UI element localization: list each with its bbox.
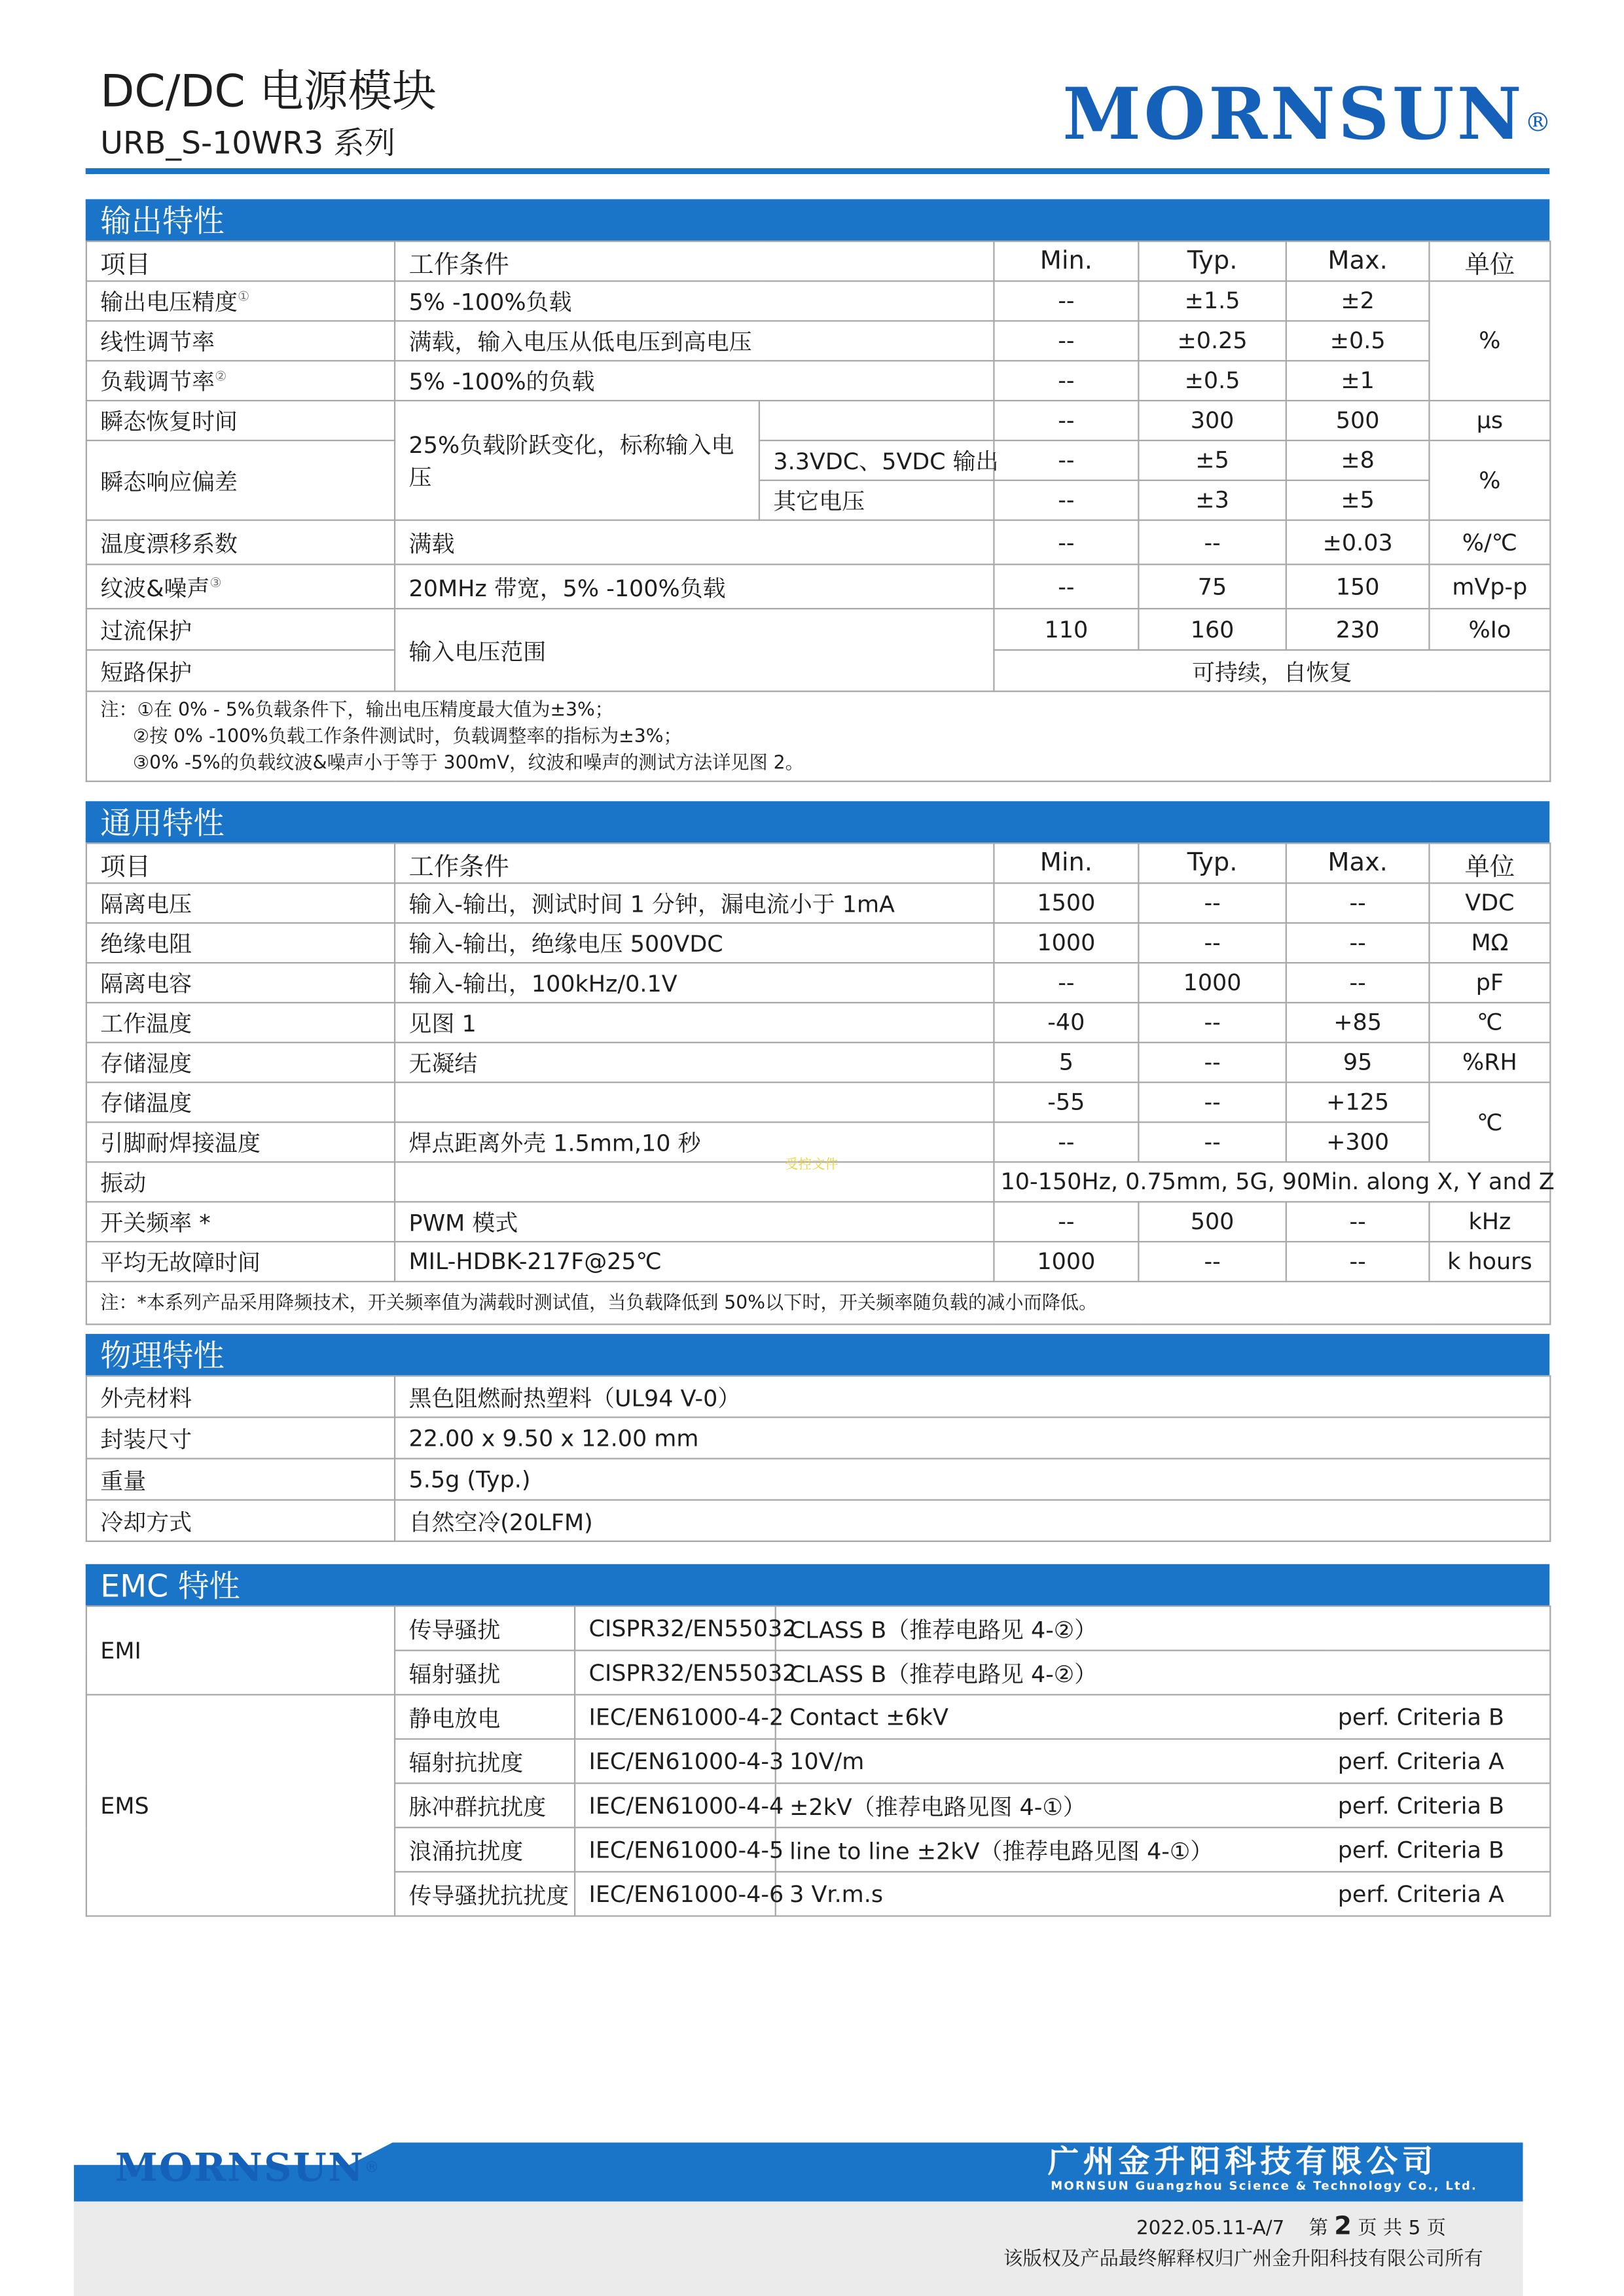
row-condition: 输入-输出，100kHz/0.1V xyxy=(395,963,994,1003)
col-max-header: Max. xyxy=(1286,242,1430,281)
table-row xyxy=(86,361,1550,401)
notes-cell xyxy=(86,691,1550,781)
table-row xyxy=(86,1606,1550,1651)
row-value: 10-150Hz, 0.75mm, 5G, 90Min. along X, Y and Z xyxy=(994,1162,1550,1202)
row-min: 110 xyxy=(994,609,1138,650)
row-standard: CISPR32/EN55032 xyxy=(575,1606,776,1651)
footnote-ref: ② xyxy=(215,370,227,386)
row-min: -- xyxy=(994,281,1138,321)
row-unit: % xyxy=(1429,281,1550,401)
row-item: 传导骚扰抗扰度 xyxy=(395,1872,575,1916)
row-typ: -- xyxy=(1138,520,1286,565)
ems-label: EMS xyxy=(86,1695,395,1916)
row-item: 静电放电 xyxy=(395,1695,575,1739)
row-item: 绝缘电阻 xyxy=(86,923,395,963)
row-typ: 300 xyxy=(1138,401,1286,440)
row-standard: IEC/EN61000-4-5 xyxy=(575,1827,776,1872)
row-typ: -- xyxy=(1138,1242,1286,1282)
col-min-header: Min. xyxy=(994,242,1138,281)
row-condition: MIL-HDBK-217F@25℃ xyxy=(395,1242,994,1282)
row-value: 5.5g (Typ.) xyxy=(395,1459,1550,1500)
note-line: ③0% -5%的负载纹波&噪声小于等于 300mV，纹波和噪声的测试方法详见图 2。 xyxy=(132,751,804,774)
table-row xyxy=(86,1003,1550,1043)
row-level: line to line ±2kV（推荐电路见图 4-①） xyxy=(776,1827,1325,1872)
row-subcondition: 其它电压 xyxy=(759,480,994,520)
table-row xyxy=(86,520,1550,565)
row-item: 引脚耐焊接温度 xyxy=(86,1122,395,1162)
brand-logo-text: MORNSUN xyxy=(1062,73,1525,156)
note-line: 注：①在 0% - 5%负载条件下，输出电压精度最大值为±3%； xyxy=(100,698,613,721)
row-condition: 满载，输入电压从低电压到高电压 xyxy=(395,321,994,361)
row-item: 传导骚扰 xyxy=(395,1606,575,1651)
row-item: 线性调节率 xyxy=(86,321,395,361)
general-characteristics-section xyxy=(86,801,1555,1325)
row-min: -- xyxy=(994,1122,1138,1162)
row-max: +300 xyxy=(1286,1122,1430,1162)
row-unit: MΩ xyxy=(1429,923,1550,963)
row-unit: %/℃ xyxy=(1429,520,1550,565)
table-row xyxy=(86,1500,1550,1541)
row-level: CLASS B（推荐电路见 4-②） xyxy=(776,1651,1551,1695)
row-subcondition: 3.3VDC、5VDC 输出 xyxy=(759,440,994,480)
row-min: -- xyxy=(994,963,1138,1003)
row-item: 开关频率 * xyxy=(86,1202,395,1242)
section-title-physical: 物理特性 xyxy=(86,1334,1549,1375)
col-condition-header: 工作条件 xyxy=(395,843,994,883)
col-min-header: Min. xyxy=(994,843,1138,883)
row-max: ±0.03 xyxy=(1286,520,1430,565)
row-typ: -- xyxy=(1138,1043,1286,1083)
row-item: 浪涌抗扰度 xyxy=(395,1827,575,1872)
row-unit: ℃ xyxy=(1429,1083,1550,1162)
row-typ: 500 xyxy=(1138,1202,1286,1242)
row-unit: μs xyxy=(1429,401,1550,440)
revision-and-page xyxy=(1136,2214,1446,2243)
row-typ: 75 xyxy=(1138,564,1286,609)
table-row xyxy=(86,1202,1550,1242)
row-item: 平均无故障时间 xyxy=(86,1242,395,1282)
row-item: 纹波&噪声③ xyxy=(86,564,395,609)
row-item: 冷却方式 xyxy=(86,1500,395,1541)
row-typ: 1000 xyxy=(1138,963,1286,1003)
table-header-row xyxy=(86,843,1550,883)
row-condition: 25%负载阶跃变化，标称输入电压 xyxy=(395,401,759,520)
table-row xyxy=(86,440,1550,480)
col-unit-header: 单位 xyxy=(1429,242,1550,281)
row-max: 150 xyxy=(1286,564,1430,609)
row-item: 隔离电压 xyxy=(86,883,395,923)
row-standard: IEC/EN61000-4-4 xyxy=(575,1784,776,1828)
row-item: 封装尺寸 xyxy=(86,1417,395,1458)
company-name-cn: 广州金升阳科技有限公司 xyxy=(1047,2144,1437,2179)
table-row xyxy=(86,281,1550,321)
row-level: ±2kV（推荐电路见图 4-①） xyxy=(776,1784,1325,1828)
row-max: ±1 xyxy=(1286,361,1430,401)
row-condition xyxy=(395,1083,994,1122)
notes-row xyxy=(86,691,1550,781)
col-typ-header: Typ. xyxy=(1138,843,1286,883)
row-value: 22.00 x 9.50 x 12.00 mm xyxy=(395,1417,1550,1458)
row-condition xyxy=(395,1162,994,1202)
row-min: -- xyxy=(994,361,1138,401)
row-unit: ℃ xyxy=(1429,1003,1550,1043)
row-condition: 20MHz 带宽，5% -100%负载 xyxy=(395,564,994,609)
table-row xyxy=(86,321,1550,361)
row-item: 工作温度 xyxy=(86,1003,395,1043)
footnote-ref: ① xyxy=(238,290,250,306)
row-item: 重量 xyxy=(86,1459,395,1500)
col-item-header: 项目 xyxy=(86,242,395,281)
row-item: 瞬态响应偏差 xyxy=(86,440,395,520)
footnote-ref: ③ xyxy=(209,576,222,591)
registered-mark: ® xyxy=(1525,107,1551,139)
row-item: 辐射抗扰度 xyxy=(395,1739,575,1784)
row-condition: 满载 xyxy=(395,520,994,565)
row-typ: -- xyxy=(1138,1003,1286,1043)
note-line: ②按 0% -100%负载工作条件测试时，负载调整率的指标为±3%； xyxy=(132,724,682,747)
row-subcondition xyxy=(759,401,994,440)
row-condition: 焊点距离外壳 1.5mm,10 秒 xyxy=(395,1122,994,1162)
row-condition: PWM 模式 xyxy=(395,1202,994,1242)
table-header-row xyxy=(86,242,1550,281)
row-item: 脉冲群抗扰度 xyxy=(395,1784,575,1828)
page-suffix: 页 xyxy=(1426,2217,1446,2240)
col-typ-header: Typ. xyxy=(1138,242,1286,281)
output-characteristics-section xyxy=(86,199,1549,782)
col-item-header: 项目 xyxy=(86,843,395,883)
row-max: 95 xyxy=(1286,1043,1430,1083)
row-criteria: perf. Criteria A xyxy=(1324,1872,1550,1916)
physical-characteristics-table xyxy=(86,1375,1551,1542)
row-level: CLASS B（推荐电路见 4-②） xyxy=(776,1606,1551,1651)
row-typ: 160 xyxy=(1138,609,1286,650)
row-criteria: perf. Criteria B xyxy=(1324,1827,1550,1872)
row-unit: %RH xyxy=(1429,1043,1550,1083)
revision-date: 2022.05.11-A/7 xyxy=(1136,2217,1285,2240)
row-item: 负载调节率② xyxy=(86,361,395,401)
row-min: -- xyxy=(994,440,1138,480)
row-item: 存储温度 xyxy=(86,1083,395,1122)
row-criteria: perf. Criteria A xyxy=(1324,1739,1550,1784)
note-line: 注：*本系列产品采用降频技术，开关频率值为满载时测试值，当负载降低到 50%以下时，开关频率随负载的减小而降低。 xyxy=(86,1282,1550,1324)
row-min: -- xyxy=(994,321,1138,361)
row-level: Contact ±6kV xyxy=(776,1695,1325,1739)
registered-mark: ® xyxy=(364,2160,380,2177)
row-item: 短路保护 xyxy=(86,650,395,691)
row-max: 230 xyxy=(1286,609,1430,650)
row-max: -- xyxy=(1286,1202,1430,1242)
row-item: 辐射骚扰 xyxy=(395,1651,575,1695)
row-value: 自然空冷(20LFM) xyxy=(395,1500,1550,1541)
row-value: 黑色阻燃耐热塑料（UL94 V-0） xyxy=(395,1376,1550,1417)
row-max: ±8 xyxy=(1286,440,1430,480)
row-unit: % xyxy=(1429,440,1550,520)
row-max: ±2 xyxy=(1286,281,1430,321)
table-row xyxy=(86,1242,1550,1282)
row-max: +85 xyxy=(1286,1003,1430,1043)
emc-characteristics-table xyxy=(86,1605,1551,1917)
row-item: 瞬态恢复时间 xyxy=(86,401,395,440)
table-row xyxy=(86,1083,1550,1122)
row-condition: 无凝结 xyxy=(395,1043,994,1083)
row-item: 输出电压精度① xyxy=(86,281,395,321)
company-name-en: MORNSUN Guangzhou Science & Technology Co., Ltd. xyxy=(1051,2179,1478,2193)
row-typ: ±0.5 xyxy=(1138,361,1286,401)
table-row xyxy=(86,1376,1550,1417)
table-row xyxy=(86,883,1550,923)
row-min: -- xyxy=(994,480,1138,520)
row-max: -- xyxy=(1286,923,1430,963)
col-condition-header: 工作条件 xyxy=(395,242,994,281)
row-item: 隔离电容 xyxy=(86,963,395,1003)
output-characteristics-table xyxy=(86,240,1551,781)
row-min: 1000 xyxy=(994,1242,1138,1282)
page-total: 5 xyxy=(1408,2217,1421,2240)
row-standard: IEC/EN61000-4-2 xyxy=(575,1695,776,1739)
page-prefix: 第 xyxy=(1308,2217,1328,2240)
section-title-output: 输出特性 xyxy=(86,199,1549,240)
row-max: ±0.5 xyxy=(1286,321,1430,361)
row-min: -- xyxy=(994,520,1138,565)
row-level: 3 Vr.m.s xyxy=(776,1872,1325,1916)
header-rule xyxy=(86,168,1549,174)
row-min: -- xyxy=(994,401,1138,440)
row-min: 5 xyxy=(994,1043,1138,1083)
row-max: -- xyxy=(1286,1242,1430,1282)
footer-logo xyxy=(115,2144,380,2195)
table-row xyxy=(86,1043,1550,1083)
row-unit: pF xyxy=(1429,963,1550,1003)
row-condition: 见图 1 xyxy=(395,1003,994,1043)
row-typ: -- xyxy=(1138,1122,1286,1162)
row-typ: -- xyxy=(1138,1083,1286,1122)
row-standard: CISPR32/EN55032 xyxy=(575,1651,776,1695)
row-unit: mVp-p xyxy=(1429,564,1550,609)
section-title-emc: EMC 特性 xyxy=(86,1564,1549,1605)
row-min: 1500 xyxy=(994,883,1138,923)
row-item: 存储湿度 xyxy=(86,1043,395,1083)
row-condition: 5% -100%的负载 xyxy=(395,361,994,401)
document-title: DC/DC 电源模块 xyxy=(100,66,437,118)
copyright-notice: 该版权及产品最终解释权归广州金升阳科技有限公司所有 xyxy=(1003,2248,1483,2271)
col-unit-header: 单位 xyxy=(1429,843,1550,883)
row-max: 500 xyxy=(1286,401,1430,440)
row-typ: ±5 xyxy=(1138,440,1286,480)
row-typ: ±1.5 xyxy=(1138,281,1286,321)
table-row xyxy=(86,963,1550,1003)
row-criteria: perf. Criteria B xyxy=(1324,1784,1550,1828)
row-item: 外壳材料 xyxy=(86,1376,395,1417)
row-unit: k hours xyxy=(1429,1242,1550,1282)
row-standard: IEC/EN61000-4-6 xyxy=(575,1872,776,1916)
row-typ: ±3 xyxy=(1138,480,1286,520)
row-condition: 输入电压范围 xyxy=(395,609,994,691)
row-level: 10V/m xyxy=(776,1739,1325,1784)
brand-logo xyxy=(1062,74,1551,156)
row-item: 温度漂移系数 xyxy=(86,520,395,565)
row-min: -- xyxy=(994,1202,1138,1242)
table-row xyxy=(86,609,1550,650)
table-row xyxy=(86,1459,1550,1500)
row-unit: VDC xyxy=(1429,883,1550,923)
row-condition: 输入-输出，绝缘电压 500VDC xyxy=(395,923,994,963)
controlled-document-stamp: 受控文件 xyxy=(785,1158,839,1174)
col-max-header: Max. xyxy=(1286,843,1430,883)
table-row xyxy=(86,1695,1550,1739)
page-number: 2 xyxy=(1334,2212,1352,2242)
section-title-general: 通用特性 xyxy=(86,801,1549,842)
row-max: -- xyxy=(1286,883,1430,923)
row-typ: -- xyxy=(1138,923,1286,963)
row-max: ±5 xyxy=(1286,480,1430,520)
row-min: -40 xyxy=(994,1003,1138,1043)
row-value: 可持续，自恢复 xyxy=(994,650,1550,691)
row-item: 过流保护 xyxy=(86,609,395,650)
document-subtitle: URB_S-10WR3 系列 xyxy=(100,125,395,161)
row-typ: -- xyxy=(1138,883,1286,923)
row-condition: 输入-输出，测试时间 1 分钟，漏电流小于 1mA xyxy=(395,883,994,923)
footer-logo-text: MORNSUN xyxy=(115,2147,365,2191)
row-max: -- xyxy=(1286,963,1430,1003)
row-unit: kHz xyxy=(1429,1202,1550,1242)
emi-label: EMI xyxy=(86,1606,395,1695)
row-min: -55 xyxy=(994,1083,1138,1122)
page-mid: 页 共 xyxy=(1358,2217,1403,2240)
emc-characteristics-section xyxy=(86,1564,1549,1917)
row-typ: ±0.25 xyxy=(1138,321,1286,361)
row-unit: %Io xyxy=(1429,609,1550,650)
general-characteristics-table xyxy=(86,842,1555,1325)
table-row xyxy=(86,564,1550,609)
notes-row xyxy=(86,1282,1550,1324)
row-condition: 5% -100%负载 xyxy=(395,281,994,321)
row-item: 振动 xyxy=(86,1162,395,1202)
physical-characteristics-section xyxy=(86,1334,1549,1542)
row-criteria: perf. Criteria B xyxy=(1324,1695,1550,1739)
row-max: +125 xyxy=(1286,1083,1430,1122)
row-min: -- xyxy=(994,564,1138,609)
table-row xyxy=(86,1417,1550,1458)
row-min: 1000 xyxy=(994,923,1138,963)
table-row xyxy=(86,401,1550,440)
table-row xyxy=(86,923,1550,963)
row-standard: IEC/EN61000-4-3 xyxy=(575,1739,776,1784)
